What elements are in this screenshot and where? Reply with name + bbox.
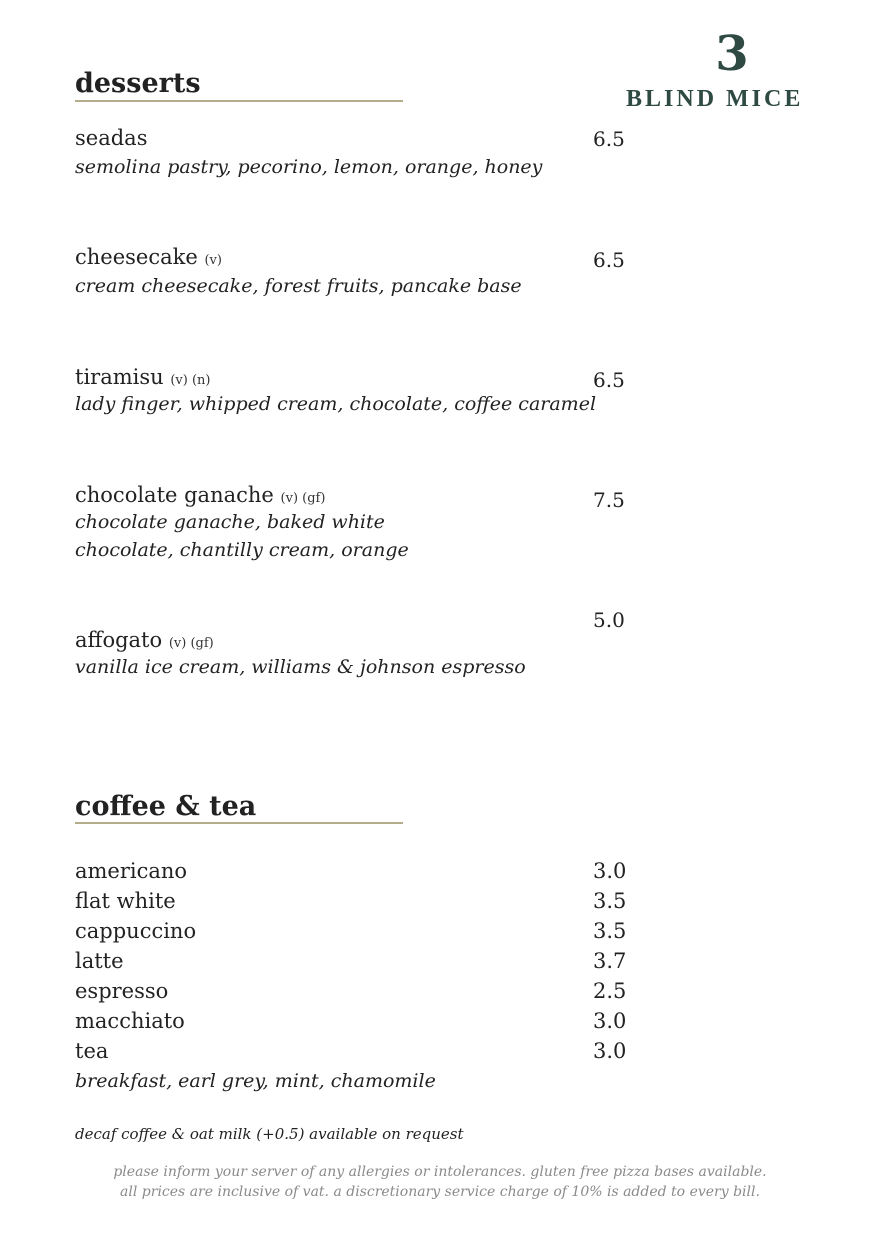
decaf-note: decaf coffee & oat milk (+0.5) available on request bbox=[75, 1125, 464, 1143]
desserts-divider bbox=[75, 100, 403, 102]
drink-price: 3.5 bbox=[593, 889, 627, 913]
list-item: americano 3.0 bbox=[75, 856, 635, 886]
dessert-price: 6.5 bbox=[593, 368, 625, 392]
dessert-item-affogato bbox=[75, 630, 526, 681]
list-item: latte 3.7 bbox=[75, 946, 635, 976]
coffee-list bbox=[75, 856, 635, 1095]
dietary-tags: (v) bbox=[204, 253, 222, 268]
drink-price: 3.0 bbox=[593, 859, 627, 883]
dietary-tags: (v) (gf) bbox=[168, 636, 214, 651]
dessert-name: seadas bbox=[75, 126, 148, 150]
footer bbox=[60, 1162, 820, 1202]
tea-options: breakfast, earl grey, mint, chamomile bbox=[75, 1070, 436, 1092]
list-item: cappuccino 3.5 bbox=[75, 916, 635, 946]
drink-price: 2.5 bbox=[593, 979, 627, 1003]
dessert-description: vanilla ice cream, williams & johnson espresso bbox=[75, 656, 526, 678]
dessert-description: semolina pastry, pecorino, lemon, orange, honey bbox=[75, 156, 543, 178]
dietary-tags: (v) (n) bbox=[170, 373, 211, 388]
dessert-name: chocolate ganache (v) (gf) bbox=[75, 483, 326, 507]
dessert-name: cheesecake (v) bbox=[75, 245, 222, 269]
list-item: espresso 2.5 bbox=[75, 976, 635, 1006]
drink-price: 3.5 bbox=[593, 919, 627, 943]
list-item: macchiato 3.0 bbox=[75, 1006, 635, 1036]
dessert-description: lady finger, whipped cream, chocolate, coffee caramel bbox=[75, 393, 597, 415]
list-item: flat white 3.5 bbox=[75, 886, 635, 916]
dessert-name: tiramisu (v) (n) bbox=[75, 365, 211, 389]
coffee-heading: coffee & tea bbox=[75, 791, 257, 822]
footer-line-prices: all prices are inclusive of vat. a discretionary service charge of 10% is added to every bill. bbox=[120, 1184, 760, 1200]
desserts-heading: desserts bbox=[75, 68, 201, 99]
dessert-price: 5.0 bbox=[593, 608, 625, 632]
footer-line-allergies: please inform your server of any allergies or intolerances. gluten free pizza bases available. bbox=[113, 1164, 767, 1180]
drink-price: 3.0 bbox=[593, 1039, 627, 1063]
dessert-price: 7.5 bbox=[593, 488, 625, 512]
dessert-item-cheesecake bbox=[75, 247, 522, 300]
dessert-item-tiramisu bbox=[75, 367, 596, 418]
logo-text: BLIND MICE bbox=[626, 86, 804, 112]
dessert-price: 6.5 bbox=[593, 248, 625, 272]
logo-number: 3 bbox=[715, 26, 749, 82]
dietary-tags: (v) (gf) bbox=[280, 491, 326, 506]
drink-price: 3.0 bbox=[593, 1009, 627, 1033]
list-item: tea 3.0 bbox=[75, 1036, 635, 1066]
dessert-description: cream cheesecake, forest fruits, pancake base bbox=[75, 275, 522, 297]
dessert-name: affogato (v) (gf) bbox=[75, 628, 214, 652]
dessert-description: chocolate ganache, baked white chocolate, chantilly cream, orange bbox=[75, 511, 409, 561]
dessert-item-seadas bbox=[75, 128, 542, 181]
coffee-divider bbox=[75, 822, 403, 824]
dessert-price: 6.5 bbox=[593, 127, 625, 151]
dessert-item-chocolate-ganache bbox=[75, 485, 555, 564]
drink-price: 3.7 bbox=[593, 949, 627, 973]
